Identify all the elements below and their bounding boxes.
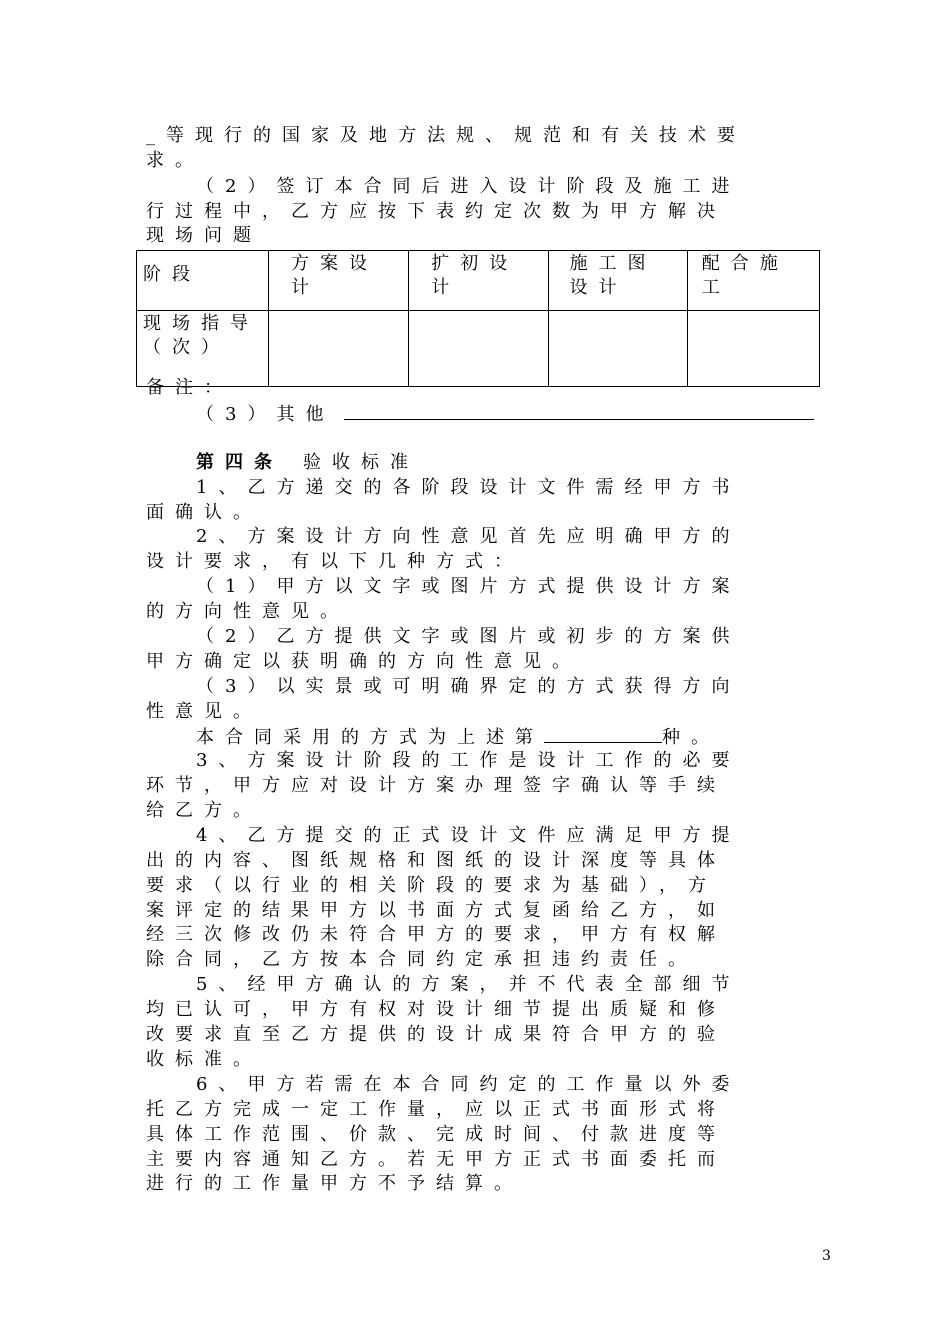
paragraph-line: 出的内容、图纸规格和图纸的设计深度等具体 <box>146 850 726 871</box>
paragraph-line: （1）甲方以文字或图片方式提供设计方案 <box>196 576 741 597</box>
table-header-row <box>137 251 820 311</box>
paragraph-line: 2、方案设计方向性意见首先应明确甲方的 <box>196 526 741 547</box>
paragraph-line: 托乙方完成一定工作量，应以正式书面形式将 <box>146 1099 726 1120</box>
fill-blank-line <box>544 724 662 743</box>
table-header-cell: 施工图设计 <box>549 251 687 311</box>
paragraph-line: （2）签订本合同后进入设计阶段及施工进 <box>196 176 741 197</box>
paragraph-line: （2）乙方提供文字或图片或初步的方案供 <box>196 626 741 647</box>
article-number: 第四条 <box>196 452 283 473</box>
paragraph-line: 收标准。 <box>146 1049 262 1070</box>
paragraph-line: 改要求直至乙方提供的设计成果符合甲方的验 <box>146 1024 726 1045</box>
paragraph-line: 1、乙方递交的各阶段设计文件需经甲方书 <box>196 477 741 498</box>
paragraph-line: 进行的工作量甲方不予结算。 <box>146 1173 523 1194</box>
paragraph-line: 6、甲方若需在本合同约定的工作量以外委 <box>196 1074 741 1095</box>
paragraph-line: 现场问题 <box>146 225 262 246</box>
paragraph-line: 行过程中，乙方应按下表约定次数为甲方解决 <box>146 201 726 222</box>
choice-prefix: 本合同采用的方式为上述第 <box>196 727 544 748</box>
paragraph-line: 主要内容通知乙方。若无甲方正式书面委托而 <box>146 1149 726 1170</box>
paragraph-line: 设计要求，有以下几种方式： <box>146 551 523 572</box>
remark-label: 备注： <box>146 377 233 398</box>
paragraph-line: 要求（以行业的相关阶段的要求为基础），方 <box>146 875 717 896</box>
paragraph-line: 性意见。 <box>146 701 262 722</box>
paragraph-line: 环节，甲方应对设计方案办理签字确认等手续 <box>146 775 726 796</box>
other-item-line <box>196 401 856 427</box>
paragraph-line: 案评定的结果甲方以书面方式复函给乙方，如 <box>146 900 726 921</box>
page-number: 3 <box>822 1248 831 1264</box>
article-title: 验收标准 <box>303 452 419 473</box>
choice-suffix: 种。 <box>662 727 720 748</box>
paragraph-line: 的方向性意见。 <box>146 601 349 622</box>
paragraph-line: 3、方案设计阶段的工作是设计工作的必要 <box>196 750 741 771</box>
paragraph-line: 均已认可，甲方有权对设计细节提出质疑和修 <box>146 999 726 1020</box>
paragraph-line: _等现行的国家及地方法规、规范和有关技术要 <box>146 125 746 146</box>
table-header-cell: 配合施工 <box>687 251 819 311</box>
paragraph-line: 4、乙方提交的正式设计文件应满足甲方提 <box>196 825 741 846</box>
table-header-cell: 扩初设计 <box>409 251 549 311</box>
fill-blank-line <box>344 401 814 420</box>
paragraph-line: 具体工作范围、价款、完成时间、付款进度等 <box>146 1124 726 1145</box>
table-row-label: 现场指导（次） <box>137 311 269 387</box>
paragraph-line: 求。 <box>146 150 204 171</box>
paragraph-line: 甲方确定以获明确的方向性意见。 <box>146 651 581 672</box>
paragraph-line: 除合同，乙方按本合同约定承担违约责任。 <box>146 949 697 970</box>
article-heading <box>196 451 856 475</box>
paragraph-line: 给乙方。 <box>146 800 262 821</box>
stage-table <box>136 250 820 387</box>
choice-line <box>196 724 856 750</box>
other-item-label: （3）其他 <box>196 404 335 425</box>
table-header-cell: 方案设计 <box>269 251 409 311</box>
paragraph-line: （3）以实景或可明确界定的方式获得方向 <box>196 676 741 697</box>
paragraph-line: 经三次修改仍未符合甲方的要求，甲方有权解 <box>146 924 726 945</box>
paragraph-line: 面确认。 <box>146 502 262 523</box>
paragraph-line: 5、经甲方确认的方案，并不代表全部细节 <box>196 974 741 995</box>
table-header-cell: 阶段 <box>137 251 269 311</box>
